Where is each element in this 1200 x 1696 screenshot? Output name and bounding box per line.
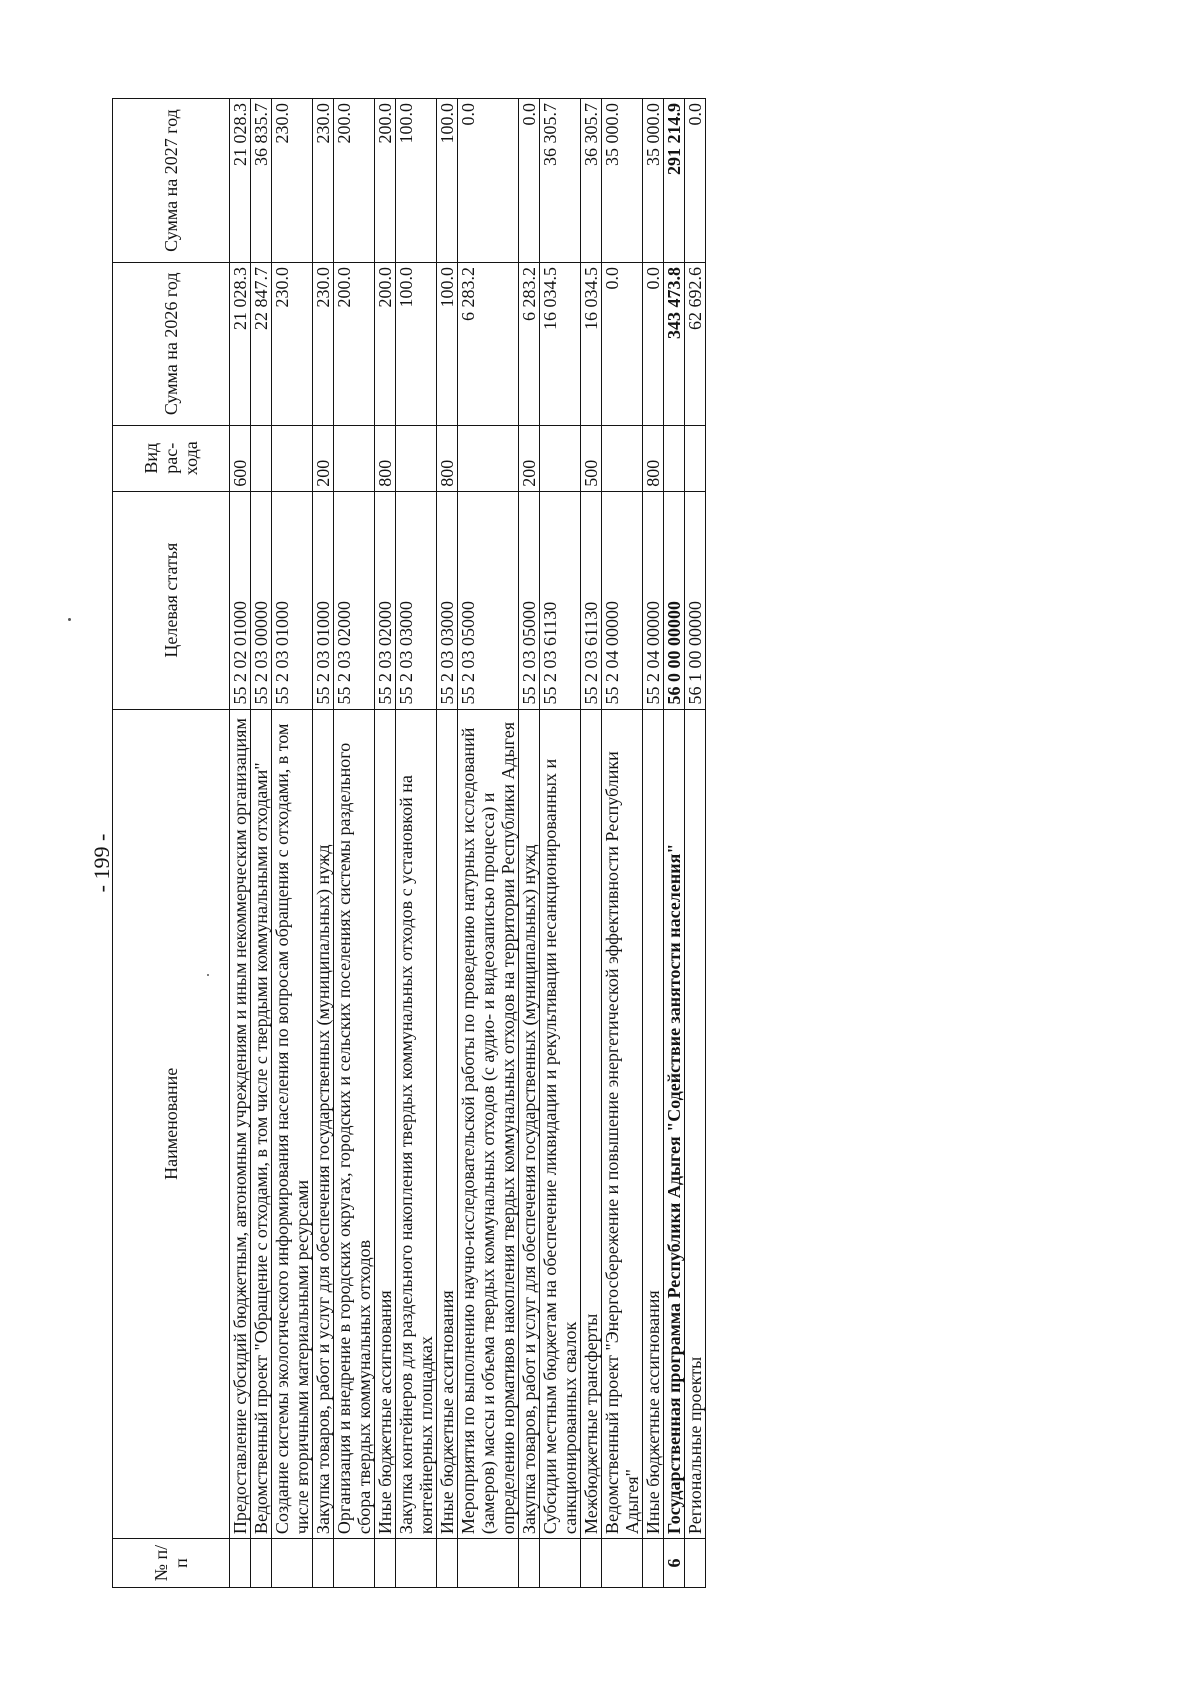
cell-sum-2026: 16 034.5 <box>540 262 581 425</box>
cell-sum-2026: 100.0 <box>396 262 437 425</box>
cell-sum-2026: 200.0 <box>375 262 396 425</box>
cell-code: 55 2 03 05000 <box>519 491 540 709</box>
cell-code: 55 2 03 05000 <box>458 491 519 709</box>
cell-kind <box>664 425 685 491</box>
cell-code: 55 2 03 02000 <box>334 491 375 709</box>
table-row <box>664 99 685 1588</box>
cell-name: Организация и внедрение в городских округах, городских и сельских поселениях системы раздельного сбора твердых коммунальных отходов <box>334 709 375 1539</box>
cell-sum-2027: 100.0 <box>396 99 437 263</box>
cell-code: 55 2 03 61130 <box>581 491 602 709</box>
cell-num <box>375 1539 396 1588</box>
cell-sum-2026: 100.0 <box>437 262 458 425</box>
cell-name: Закупка контейнеров для раздельного накопления твердых коммунальных отходов с установкой на контейнерных площадках <box>396 709 437 1539</box>
cell-name: Мероприятия по выполнению научно-исследовательской работы по проведению натурных исследований (замеров) массы и объема твердых коммунальных отходов (с аудио- и видеозаписью процесса) и определению нормативов накопления твердых коммунальных отходов на территории Республики Адыгея <box>458 709 519 1539</box>
cell-sum-2026: 6 283.2 <box>519 262 540 425</box>
cell-name: Закупка товаров, работ и услуг для обеспечения государственных (муниципальных) нужд <box>519 709 540 1539</box>
cell-sum-2026: 6 283.2 <box>458 262 519 425</box>
rotated-page-content <box>112 98 1032 1588</box>
cell-sum-2026: 230.0 <box>313 262 334 425</box>
table-row <box>334 99 375 1588</box>
table-row <box>396 99 437 1588</box>
cell-code: 55 2 03 02000 <box>375 491 396 709</box>
cell-kind <box>334 425 375 491</box>
cell-kind <box>602 425 643 491</box>
cell-kind: 600 <box>230 425 251 491</box>
cell-name: Иные бюджетные ассигнования <box>643 709 664 1539</box>
cell-kind <box>540 425 581 491</box>
cell-kind: 800 <box>437 425 458 491</box>
cell-num <box>581 1539 602 1588</box>
cell-name: Субсидии местным бюджетам на обеспечение ликвидации и рекультивации несанкционированных и санкционированных свалок <box>540 709 581 1539</box>
cell-name: Межбюджетные трансферты <box>581 709 602 1539</box>
cell-name: Государственная программа Республики Адыгея "Содействие занятости населения" <box>664 709 685 1539</box>
cell-num <box>519 1539 540 1588</box>
table-row <box>313 99 334 1588</box>
cell-sum-2026: 62 692.6 <box>685 262 706 425</box>
cell-kind: 200 <box>519 425 540 491</box>
table-row <box>230 99 251 1588</box>
cell-kind: 500 <box>581 425 602 491</box>
table-header-row <box>113 99 230 1588</box>
cell-name: Иные бюджетные ассигнования <box>437 709 458 1539</box>
cell-num <box>685 1539 706 1588</box>
cell-sum-2026: 22 847.7 <box>251 262 272 425</box>
cell-num <box>334 1539 375 1588</box>
cell-code: 55 2 03 00000 <box>251 491 272 709</box>
cell-sum-2026: 230.0 <box>272 262 313 425</box>
cell-name: Предоставление субсидий бюджетным, автономным учреждениям и иным некоммерческим организациям <box>230 709 251 1539</box>
header-kind: Вид рас- хода <box>113 425 230 491</box>
cell-num <box>540 1539 581 1588</box>
cell-kind <box>685 425 706 491</box>
cell-name: Закупка товаров, работ и услуг для обеспечения государственных (муниципальных) нужд <box>313 709 334 1539</box>
cell-sum-2027: 200.0 <box>334 99 375 263</box>
cell-num <box>458 1539 519 1588</box>
cell-sum-2027: 36 835.7 <box>251 99 272 263</box>
cell-num: 6 <box>664 1539 685 1588</box>
budget-table <box>112 98 706 1588</box>
cell-name: Ведомственный проект "Обращение с отходами, в том числе с твердыми коммунальными отходами" <box>251 709 272 1539</box>
cell-sum-2027: 0.0 <box>519 99 540 263</box>
cell-sum-2027: 0.0 <box>685 99 706 263</box>
header-sum-2026: Сумма на 2026 год <box>113 262 230 425</box>
table-row <box>437 99 458 1588</box>
cell-sum-2026: 21 028.3 <box>230 262 251 425</box>
cell-sum-2027: 0.0 <box>458 99 519 263</box>
cell-num <box>643 1539 664 1588</box>
cell-sum-2026: 16 034.5 <box>581 262 602 425</box>
table-row <box>685 99 706 1588</box>
cell-sum-2027: 200.0 <box>375 99 396 263</box>
table-row <box>251 99 272 1588</box>
scan-speck <box>68 618 71 621</box>
cell-name: Создание системы экологического информирования населения по вопросам обращения с отходами, в том числе вторичными материальными ресурсами <box>272 709 313 1539</box>
cell-kind: 800 <box>375 425 396 491</box>
cell-name: Ведомственный проект "Энергосбережение и повышение энергетической эффективности Республики Адыгея" <box>602 709 643 1539</box>
cell-sum-2027: 35 000.0 <box>602 99 643 263</box>
cell-num <box>313 1539 334 1588</box>
cell-sum-2027: 21 028.3 <box>230 99 251 263</box>
cell-code: 56 0 00 00000 <box>664 491 685 709</box>
table-row <box>602 99 643 1588</box>
cell-sum-2027: 230.0 <box>272 99 313 263</box>
cell-num <box>272 1539 313 1588</box>
header-num: № п/п <box>113 1539 230 1588</box>
cell-num <box>396 1539 437 1588</box>
cell-code: 55 2 03 03000 <box>396 491 437 709</box>
cell-name: Иные бюджетные ассигнования <box>375 709 396 1539</box>
table-row <box>375 99 396 1588</box>
cell-kind <box>458 425 519 491</box>
header-name: Наименование <box>113 709 230 1539</box>
cell-code: 55 2 03 01000 <box>272 491 313 709</box>
cell-sum-2026: 0.0 <box>643 262 664 425</box>
cell-sum-2027: 100.0 <box>437 99 458 263</box>
cell-num <box>602 1539 643 1588</box>
table-body <box>230 99 706 1588</box>
table-row <box>272 99 313 1588</box>
cell-sum-2026: 343 473.8 <box>664 262 685 425</box>
cell-code: 55 2 03 03000 <box>437 491 458 709</box>
cell-kind <box>396 425 437 491</box>
cell-sum-2027: 230.0 <box>313 99 334 263</box>
cell-code: 55 2 03 61130 <box>540 491 581 709</box>
cell-sum-2026: 200.0 <box>334 262 375 425</box>
cell-kind <box>251 425 272 491</box>
table-row <box>540 99 581 1588</box>
cell-sum-2027: 36 305.7 <box>540 99 581 263</box>
cell-kind: 200 <box>313 425 334 491</box>
table-row <box>643 99 664 1588</box>
cell-sum-2027: 35 000.0 <box>643 99 664 263</box>
cell-num <box>230 1539 251 1588</box>
header-code: Целевая статья <box>113 491 230 709</box>
cell-kind: 800 <box>643 425 664 491</box>
cell-num <box>251 1539 272 1588</box>
table-row <box>458 99 519 1588</box>
table-row <box>581 99 602 1588</box>
header-sum-2027: Сумма на 2027 год <box>113 99 230 263</box>
cell-sum-2027: 36 305.7 <box>581 99 602 263</box>
cell-code: 55 2 03 01000 <box>313 491 334 709</box>
cell-sum-2027: 291 214.9 <box>664 99 685 263</box>
table-row <box>519 99 540 1588</box>
cell-kind <box>272 425 313 491</box>
cell-code: 55 2 04 00000 <box>602 491 643 709</box>
cell-sum-2026: 0.0 <box>602 262 643 425</box>
cell-name: Региональные проекты <box>685 709 706 1539</box>
page-number: - 199 - <box>89 833 114 893</box>
cell-code: 55 2 02 01000 <box>230 491 251 709</box>
cell-num <box>437 1539 458 1588</box>
cell-code: 56 1 00 00000 <box>685 491 706 709</box>
cell-code: 55 2 04 00000 <box>643 491 664 709</box>
